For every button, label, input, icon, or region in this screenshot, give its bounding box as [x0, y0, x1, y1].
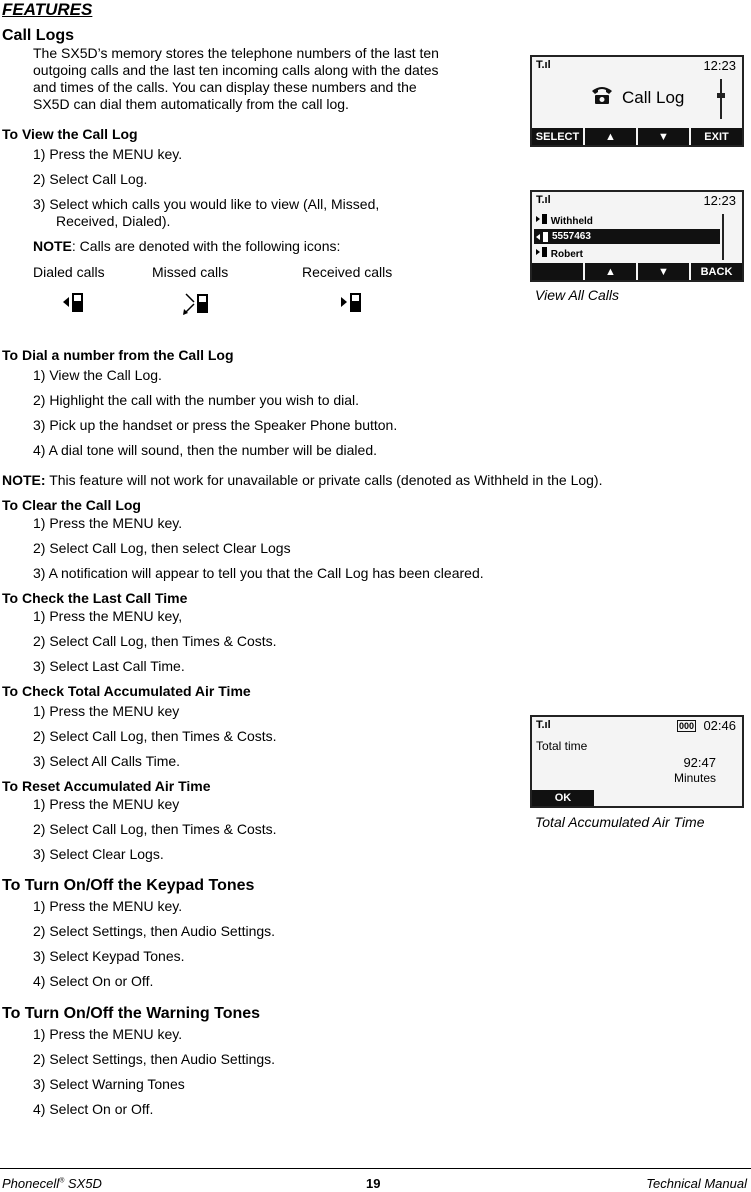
footer-brand: Phonecell: [2, 1176, 60, 1191]
scrollbar: [722, 214, 724, 260]
keypad-step-1: 1) Press the MENU key.: [33, 898, 183, 914]
last-step-1: 1) Press the MENU key,: [33, 608, 183, 624]
clock-time: 12:23: [703, 58, 736, 73]
softkey-bar: [532, 128, 742, 145]
received-call-icon: [536, 247, 548, 257]
note-text: : Calls are denoted with the following icons:: [71, 238, 341, 254]
scroll-thumb: [717, 93, 725, 98]
blank-softkey: [532, 263, 583, 280]
footer-manual: Technical Manual: [646, 1176, 747, 1191]
signal-icon: T.ıl: [536, 194, 551, 206]
clear-step-3: 3) A notification will appear to tell you that the Call Log has been cleared.: [33, 565, 484, 581]
select-softkey[interactable]: SELECT: [535, 130, 580, 143]
call-row-label: Withheld: [550, 216, 593, 227]
total-time-screen: [530, 715, 744, 808]
view-step-3: 3) Select which calls you would like to view (All, Missed,: [33, 196, 380, 212]
received-call-icon: [340, 290, 366, 319]
view-all-calls-screen: [530, 190, 744, 282]
total-step-1: 1) Press the MENU key: [33, 703, 180, 719]
dial-title: To Dial a number from the Call Log: [2, 347, 234, 363]
battery-icon: 000: [678, 721, 694, 731]
total-step-3: 3) Select All Calls Time.: [33, 753, 181, 769]
note-label: NOTE:: [2, 472, 46, 488]
phone-icon: [590, 85, 614, 110]
dialed-calls-label: Dialed calls: [33, 264, 105, 280]
footer-model: SX5D: [64, 1176, 102, 1191]
total-time-value: 92:47: [683, 755, 716, 770]
up-softkey[interactable]: ▲: [583, 263, 636, 280]
footer-reg-mark: ®: [59, 1177, 65, 1185]
view-step-3-cont: Received, Dialed).: [56, 213, 171, 229]
keypad-step-3: 3) Select Keypad Tones.: [33, 948, 185, 964]
exit-softkey[interactable]: EXIT: [689, 128, 742, 145]
reset-step-3: 3) Select Clear Logs.: [33, 846, 164, 862]
total-time-unit: Minutes: [673, 771, 716, 785]
keypad-step-2: 2) Select Settings, then Audio Settings.: [33, 923, 276, 939]
received-call-icon: [536, 214, 548, 224]
total-air-title: To Check Total Accumulated Air Time: [2, 683, 251, 699]
call-row[interactable]: [536, 247, 583, 260]
page-heading: FEATURES: [2, 0, 93, 19]
note-label: NOTE: [33, 238, 72, 254]
dial-step-4: 4) A dial tone will sound, then the number will be dialed.: [33, 442, 377, 458]
clock-time: 02:46: [703, 718, 736, 733]
page-number: 19: [366, 1176, 381, 1191]
call-row-label: Robert: [550, 249, 584, 260]
reset-step-2: 2) Select Call Log, then Times & Costs.: [33, 821, 277, 837]
warning-step-3: 3) Select Warning Tones: [33, 1076, 185, 1092]
last-step-2: 2) Select Call Log, then Times & Costs.: [33, 633, 277, 649]
total-time-label: Total time: [536, 739, 588, 753]
view-step-1: 1) Press the MENU key.: [33, 146, 183, 162]
clock-time: 12:23: [703, 193, 736, 208]
total-air-caption: Total Accumulated Air Time: [535, 814, 705, 830]
signal-icon: T.ıl: [536, 59, 551, 71]
dial-step-2: 2) Highlight the call with the number you wish to dial.: [33, 392, 360, 408]
call-row[interactable]: [536, 214, 593, 227]
intro-line: outgoing calls and the last ten incoming calls along with the dates: [33, 62, 439, 78]
scrollbar: [720, 79, 722, 119]
icon-note: [33, 238, 340, 255]
dial-step-3: 3) Pick up the handset or press the Speaker Phone button.: [33, 417, 398, 433]
softkey-bar: [532, 263, 742, 280]
view-log-title: To View the Call Log: [2, 126, 138, 142]
softkey-blank: [594, 790, 742, 806]
received-calls-label: Received calls: [302, 264, 393, 280]
keypad-title: To Turn On/Off the Keypad Tones: [2, 877, 255, 894]
back-softkey[interactable]: BACK: [689, 263, 742, 280]
reset-step-1: 1) Press the MENU key: [33, 796, 180, 812]
down-softkey[interactable]: ▼: [636, 263, 689, 280]
withheld-note: [2, 472, 602, 489]
reset-title: To Reset Accumulated Air Time: [2, 778, 211, 794]
warning-step-1: 1) Press the MENU key.: [33, 1026, 183, 1042]
ok-softkey[interactable]: OK: [554, 792, 572, 804]
view-all-calls-caption: View All Calls: [535, 287, 620, 303]
menu-label: Call Log: [622, 88, 685, 107]
call-logs-intro: [33, 45, 439, 113]
call-row-selected[interactable]: [534, 229, 720, 244]
call-logs-title: Call Logs: [2, 27, 75, 44]
softkey-bar: [532, 790, 742, 806]
call-log-menu-screen: [530, 55, 744, 147]
keypad-step-4: 4) Select On or Off.: [33, 973, 154, 989]
intro-line: and times of the calls. You can display these numbers and the: [33, 79, 417, 95]
note-text: This feature will not work for unavailable or private calls (denoted as Withheld in the Log).: [45, 472, 603, 488]
warning-step-2: 2) Select Settings, then Audio Settings.: [33, 1051, 276, 1067]
signal-icon: T.ıl: [536, 719, 551, 731]
clear-step-1: 1) Press the MENU key.: [33, 515, 183, 531]
down-softkey[interactable]: ▼: [636, 128, 689, 145]
last-call-title: To Check the Last Call Time: [2, 590, 188, 606]
call-row-label: 5557463: [552, 231, 591, 242]
missed-call-icon: [182, 290, 212, 321]
footer-divider: [0, 1168, 751, 1169]
dialed-call-icon: [62, 290, 86, 319]
last-step-3: 3) Select Last Call Time.: [33, 658, 185, 674]
warning-step-4: 4) Select On or Off.: [33, 1101, 154, 1117]
footer-product: [2, 1176, 102, 1191]
total-step-2: 2) Select Call Log, then Times & Costs.: [33, 728, 277, 744]
clear-step-2: 2) Select Call Log, then select Clear Logs: [33, 540, 291, 556]
dialed-call-icon: [536, 232, 550, 242]
intro-line: The SX5D’s memory stores the telephone numbers of the last ten: [33, 45, 439, 61]
dial-step-1: 1) View the Call Log.: [33, 367, 162, 383]
warning-title: To Turn On/Off the Warning Tones: [2, 1005, 261, 1022]
view-step-2: 2) Select Call Log.: [33, 171, 148, 187]
intro-line: SX5D can dial them automatically from the call log.: [33, 96, 349, 112]
clear-title: To Clear the Call Log: [2, 497, 141, 513]
up-softkey[interactable]: ▲: [583, 128, 636, 145]
missed-calls-label: Missed calls: [152, 264, 229, 280]
